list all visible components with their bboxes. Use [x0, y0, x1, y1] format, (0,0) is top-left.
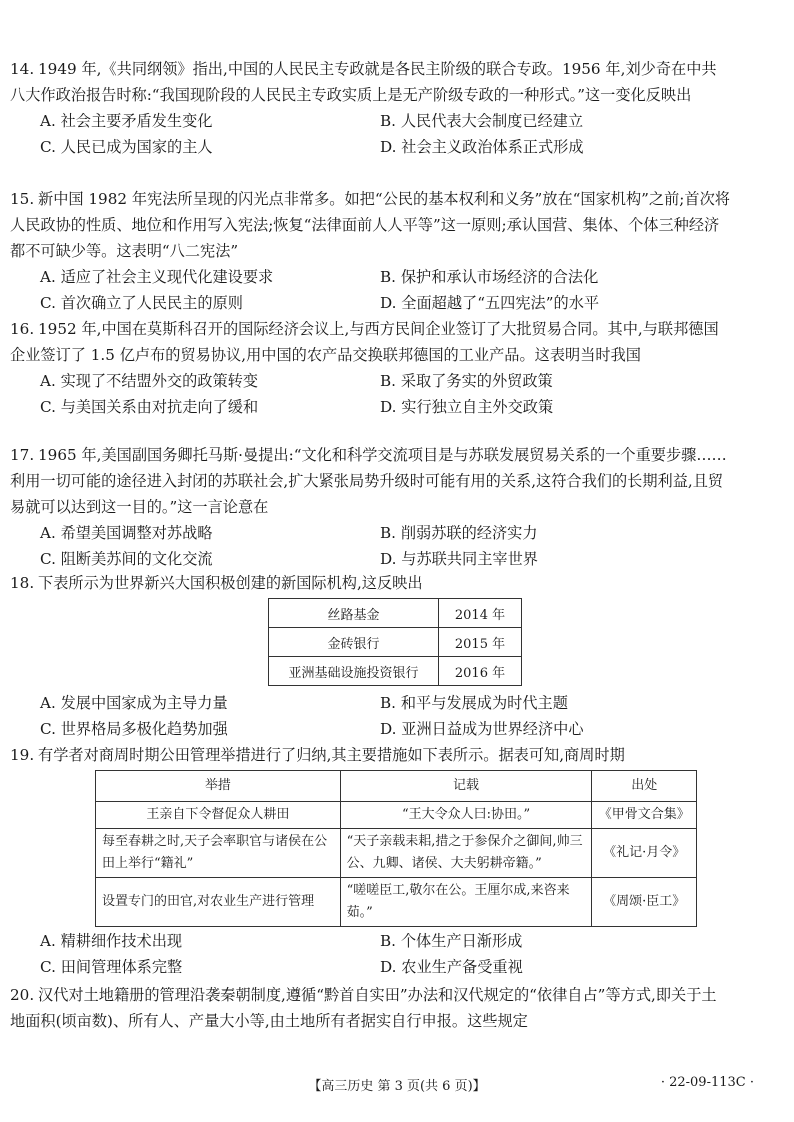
- question-19-stem: [10, 742, 730, 768]
- source-cell: 《甲骨文合集》: [592, 802, 697, 829]
- option-c[interactable]: C. 与美国关系由对抗走向了缓和: [40, 398, 259, 416]
- question-14: [10, 56, 730, 160]
- institution-name: 丝路基金: [269, 599, 439, 628]
- source-cell: 《周颂·臣工》: [592, 878, 697, 927]
- footer-label: 【高三历史 第 3 页(共 6 页)】: [308, 1079, 486, 1094]
- column-header: 举措: [96, 771, 341, 802]
- column-header: 记载: [340, 771, 592, 802]
- option-a[interactable]: A. 发展中国家成为主导力量: [40, 694, 228, 712]
- options: [40, 928, 730, 980]
- question-number: 14.: [10, 60, 35, 78]
- question-14-stem: [10, 56, 730, 108]
- question-19-options: [10, 928, 730, 980]
- option-d[interactable]: D. 社会主义政治体系正式形成: [380, 138, 584, 156]
- question-16: [10, 316, 730, 420]
- question-text: 1965 年,美国副国务卿托马斯·曼提出:“文化和科学交流项目是与苏联发展贸易关系的一个重要步骤……利用一切可能的途径进入封闭的苏联社会,扩大紧张局势升级时可能有用的关系,这符合我们的长期利益,且贸易就可以达到这一目的。”这一言论意在: [10, 446, 727, 516]
- option-b[interactable]: B. 人民代表大会制度已经建立: [380, 112, 584, 130]
- question-17: [10, 442, 730, 572]
- option-d[interactable]: D. 全面超越了“五四宪法”的水平: [380, 294, 600, 312]
- option-a[interactable]: A. 适应了社会主义现代化建设要求: [40, 268, 274, 286]
- option-c[interactable]: C. 世界格局多极化趋势加强: [40, 720, 228, 738]
- question-20: [10, 982, 730, 1034]
- table-row: [96, 878, 697, 927]
- option-c[interactable]: C. 首次确立了人民民主的原则: [40, 294, 243, 312]
- question-number: 17.: [10, 446, 35, 464]
- question-18-options: [10, 690, 730, 742]
- question-number: 18.: [10, 574, 35, 592]
- options: [40, 520, 730, 572]
- options: [40, 108, 730, 160]
- options: [40, 690, 730, 742]
- measure-cell: 设置专门的田官,对农业生产进行管理: [96, 878, 341, 927]
- question-number: 16.: [10, 320, 35, 338]
- option-a[interactable]: A. 社会主要矛盾发生变化: [40, 112, 213, 130]
- institution-year: 2014 年: [439, 599, 522, 628]
- option-b[interactable]: B. 个体生产日渐形成: [380, 932, 523, 950]
- table-row: [269, 628, 522, 657]
- option-b[interactable]: B. 采取了务实的外贸政策: [380, 372, 553, 390]
- question-18: [10, 570, 730, 596]
- question-20-stem: [10, 982, 730, 1034]
- measures-table: [95, 770, 697, 927]
- table-row: [96, 829, 697, 878]
- source-cell: 《礼记·月令》: [592, 829, 697, 878]
- question-text: 有学者对商周时期公田管理举措进行了归纳,其主要措施如下表所示。据表可知,商周时期: [38, 746, 625, 764]
- option-a[interactable]: A. 精耕细作技术出现: [40, 932, 183, 950]
- record-cell: “嗟嗟臣工,敬尔在公。王厘尔成,来咨来茹。”: [340, 878, 592, 927]
- institutions-table: [268, 598, 522, 686]
- measure-cell: 每至春耕之时,天子会率职官与诸侯在公田上举行“籍礼”: [96, 829, 341, 878]
- option-d[interactable]: D. 实行独立自主外交政策: [380, 398, 554, 416]
- institution-year: 2015 年: [439, 628, 522, 657]
- institution-name: 金砖银行: [269, 628, 439, 657]
- column-header: 出处: [592, 771, 697, 802]
- question-16-stem: [10, 316, 730, 368]
- option-c[interactable]: C. 人民已成为国家的主人: [40, 138, 213, 156]
- institution-name: 亚洲基础设施投资银行: [269, 657, 439, 686]
- question-18-stem: [10, 570, 730, 596]
- question-text: 下表所示为世界新兴大国积极创建的新国际机构,这反映出: [38, 574, 423, 592]
- option-d[interactable]: D. 农业生产备受重视: [380, 958, 523, 976]
- table-header-row: [96, 771, 697, 802]
- question-15-stem: [10, 186, 730, 264]
- measure-cell: 王亲自下令督促众人耕田: [96, 802, 341, 829]
- option-d[interactable]: D. 与苏联共同主宰世界: [380, 550, 538, 568]
- question-17-stem: [10, 442, 730, 520]
- option-c[interactable]: C. 阻断美苏间的文化交流: [40, 550, 213, 568]
- footer-code: · 22-09-113C ·: [660, 1075, 754, 1090]
- question-text: 新中国 1982 年宪法所呈现的闪光点非常多。如把“公民的基本权利和义务”放在“国家机构”之前;首次将人民政协的性质、地位和作用写入宪法;恢复“法律面前人人平等”这一原则;承认国营、集体、个体三种经济都不可缺少等。这表明“八二宪法”: [10, 190, 730, 260]
- table-row: [96, 802, 697, 829]
- institution-year: 2016 年: [439, 657, 522, 686]
- options: [40, 368, 730, 420]
- record-cell: “天子亲载耒耜,措之于参保介之御间,帅三公、九卿、诸侯、大夫躬耕帝籍。”: [340, 829, 592, 878]
- option-c[interactable]: C. 田间管理体系完整: [40, 958, 183, 976]
- options: [40, 264, 730, 316]
- question-text: 1952 年,中国在莫斯科召开的国际经济会议上,与西方民间企业签订了大批贸易合同。其中,与联邦德国企业签订了 1.5 亿卢布的贸易协议,用中国的农产品交换联邦德国的工业产品。这表明当时我国: [10, 320, 719, 364]
- table-row: [269, 599, 522, 628]
- option-b[interactable]: B. 削弱苏联的经济实力: [380, 524, 538, 542]
- option-a[interactable]: A. 希望美国调整对苏战略: [40, 524, 213, 542]
- question-text: 汉代对土地籍册的管理沿袭秦朝制度,遵循“黔首自实田”办法和汉代规定的“依律自占”等方式,即关于土地面积(顷亩数)、所有人、产量大小等,由土地所有者据实自行申报。这些规定: [10, 986, 717, 1030]
- question-15: [10, 186, 730, 316]
- option-d[interactable]: D. 亚洲日益成为世界经济中心: [380, 720, 584, 738]
- question-number: 20.: [10, 986, 35, 1004]
- question-19: [10, 742, 730, 768]
- option-b[interactable]: B. 和平与发展成为时代主题: [380, 694, 568, 712]
- question-number: 19.: [10, 746, 35, 764]
- table-row: [269, 657, 522, 686]
- option-a[interactable]: A. 实现了不结盟外交的政策转变: [40, 372, 259, 390]
- question-text: 1949 年,《共同纲领》指出,中国的人民民主专政就是各民主阶级的联合专政。1956 年,刘少奇在中共八大作政治报告时称:“我国现阶段的人民民主专政实质上是无产阶级专政的一种形式。”这一变化反映出: [10, 60, 717, 104]
- question-number: 15.: [10, 190, 35, 208]
- page-footer: [0, 1075, 794, 1095]
- option-b[interactable]: B. 保护和承认市场经济的合法化: [380, 268, 599, 286]
- record-cell: “王大令众人曰:协田。”: [340, 802, 592, 829]
